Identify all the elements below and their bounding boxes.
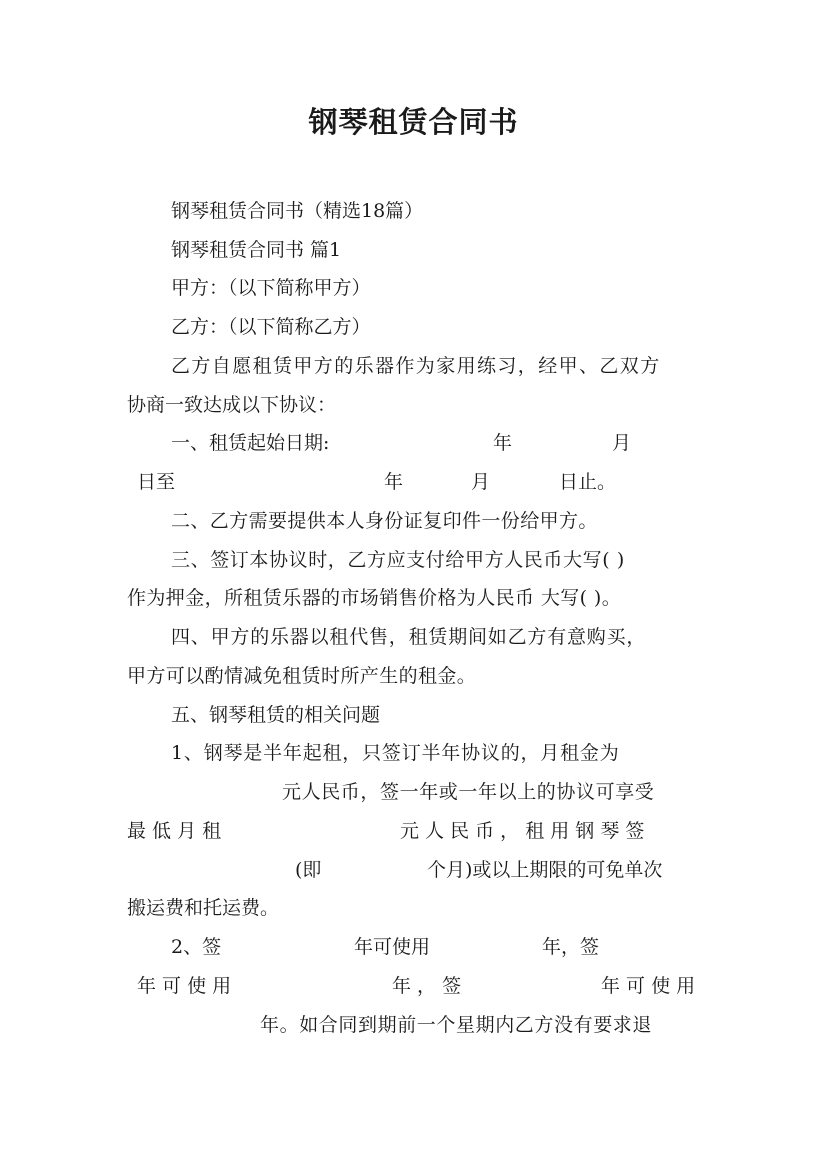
party-b-line: 乙方：（以下简称乙方）: [171, 316, 371, 338]
item-1-line: 搬运费和托运费。: [127, 897, 280, 919]
paragraph-line: 协商一致达成以下协议：: [127, 394, 337, 416]
item-1-line: 元人民币，签一年或一年以上的协议可享受: [282, 781, 655, 803]
item-2-line: 年可使用: [354, 936, 431, 958]
item-2-line: 年，签: [542, 936, 600, 958]
blank-day-end: 日止。: [559, 471, 617, 493]
item-1-line: 个月)或以上期限的可免单次: [427, 859, 663, 881]
party-a-line: 甲方：（以下简称甲方）: [171, 277, 371, 299]
item-2-line: 年 ， 签: [392, 975, 462, 997]
blank-month: 月: [471, 471, 491, 493]
section-heading: 钢琴租赁合同书 篇1: [171, 239, 342, 261]
item-1-line: 最 低 月 租: [127, 820, 222, 842]
document-title: 钢琴租赁合同书: [308, 105, 519, 139]
clause-2: 二、乙方需要提供本人身份证复印件一份给甲方。: [171, 510, 598, 532]
clause-5-heading: 五、钢琴租赁的相关问题: [171, 704, 381, 726]
item-1-line: 元 人 民 币 ， 租 用 钢 琴 签: [400, 820, 645, 842]
blank-day-to: 日至: [137, 471, 176, 493]
item-2-line: 2、签: [171, 936, 222, 958]
item-2-line: 年 可 使 用: [137, 975, 232, 997]
item-2-line: 年 可 使 用: [601, 975, 696, 997]
paragraph-line: 乙方自愿租赁甲方的乐器作为家用练习，经甲、乙双方: [171, 355, 661, 377]
item-2-line: 年。如合同到期前一个星期内乙方没有要求退: [260, 1014, 653, 1036]
blank-month: 月: [612, 432, 632, 454]
blank-year: 年: [384, 471, 404, 493]
subtitle-line: 钢琴租赁合同书（精选18篇）: [171, 200, 424, 222]
clause-3-line: 作为押金，所租赁乐器的市场销售价格为人民币 大写( )。: [127, 587, 622, 609]
clause-4-line: 甲方可以酌情减免租赁时所产生的租金。: [127, 665, 477, 687]
clause-1-label: 一、租赁起始日期:: [171, 432, 330, 454]
clause-4-line: 四、甲方的乐器以租代售，租赁期间如乙方有意购买，: [171, 626, 647, 648]
blank-year: 年: [493, 432, 513, 454]
clause-3-line: 三、签订本协议时，乙方应支付给甲方人民币大写( ): [171, 549, 625, 571]
item-1-line: (即: [295, 859, 322, 881]
item-1-line: 1、钢琴是半年起租，只签订半年协议的，月租金为: [171, 742, 620, 764]
